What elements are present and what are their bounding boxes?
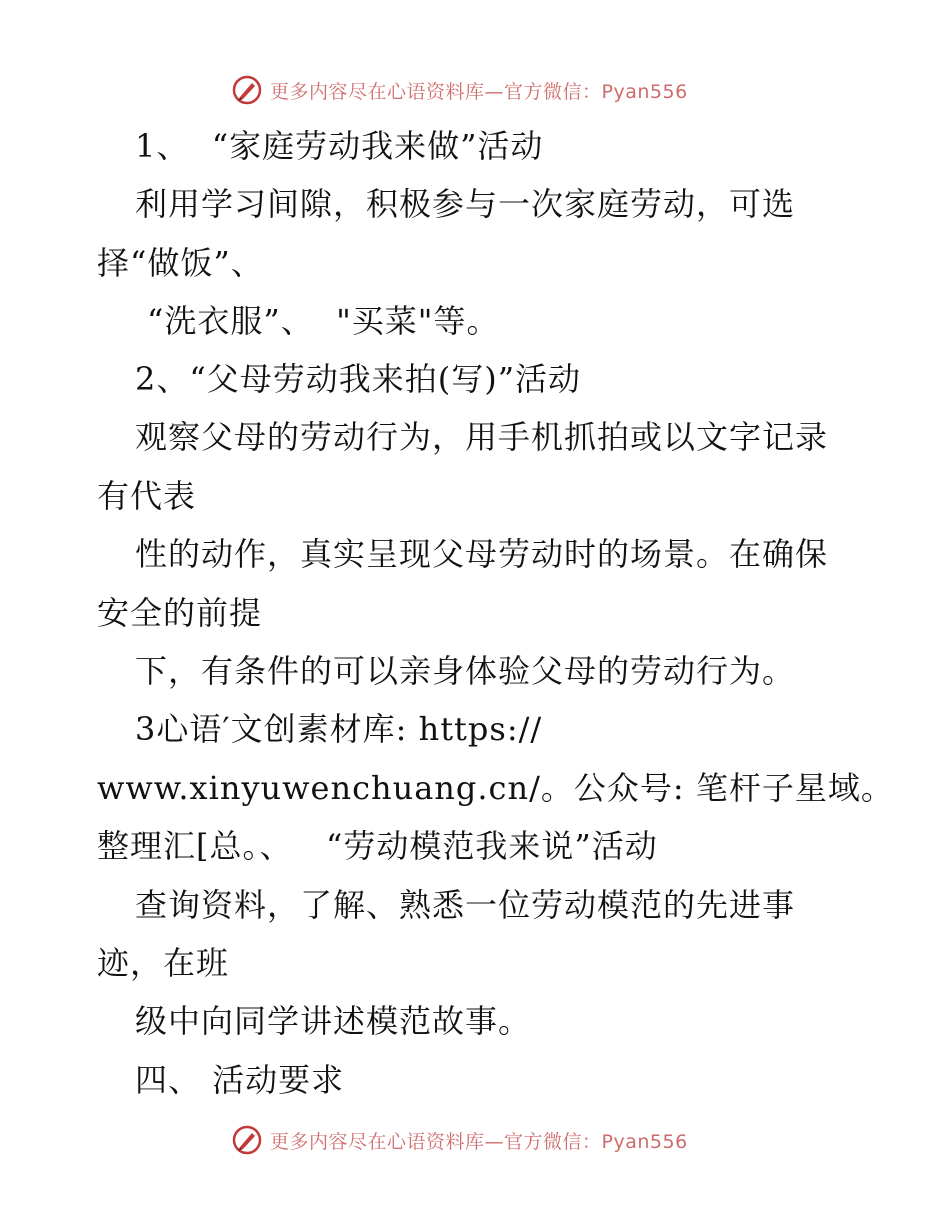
paragraph-line: 安全的前提 — [97, 594, 263, 632]
paragraph-line: 性的动作，真实呈现父母劳动时的场景。在确保 — [135, 535, 829, 573]
paragraph-line: “洗衣服”、 "买菜"等。 — [147, 302, 500, 340]
watermark-text: 更多内容尽在心语资料库—官方微信：Pyan556 — [270, 1130, 688, 1153]
section-heading-1: 1、 “家庭劳动我来做”活动 — [135, 127, 544, 165]
paragraph-line: 3心语′文创素材库: https:// — [135, 710, 543, 748]
section-heading-2: 2、“父母劳动我来拍(写)”活动 — [135, 360, 582, 398]
paragraph-line: 级中向同学讲述模范故事。 — [135, 1002, 532, 1040]
paragraph-line: www.xinyuwenchuang.cn/。公众号: 笔杆子星域。 — [97, 769, 894, 807]
footer-watermark-banner — [232, 1120, 732, 1160]
paragraph-line: 查询资料，了解、熟悉一位劳动模范的先进事 — [135, 886, 796, 924]
paragraph-line: 利用学习间隙，积极参与一次家庭劳动，可选 — [135, 185, 796, 223]
paragraph-line: 迹，在班 — [97, 944, 230, 982]
paragraph-line: 下，有条件的可以亲身体验父母的劳动行为。 — [135, 652, 796, 690]
watermark-text: 更多内容尽在心语资料库—官方微信：Pyan556 — [270, 80, 688, 103]
header-watermark-banner — [232, 70, 732, 110]
paragraph-line: 有代表 — [97, 477, 197, 515]
paragraph-line: 择“做饭”、 — [97, 244, 264, 282]
pen-logo-icon — [232, 75, 262, 105]
paragraph-line: 观察父母的劳动行为，用手机抓拍或以文字记录 — [135, 418, 829, 456]
section-heading-4: 四、 活动要求 — [135, 1061, 345, 1099]
section-heading-3: 整理汇[总。、 “劳动模范我来说”活动 — [97, 827, 658, 865]
pen-logo-icon — [232, 1125, 262, 1155]
